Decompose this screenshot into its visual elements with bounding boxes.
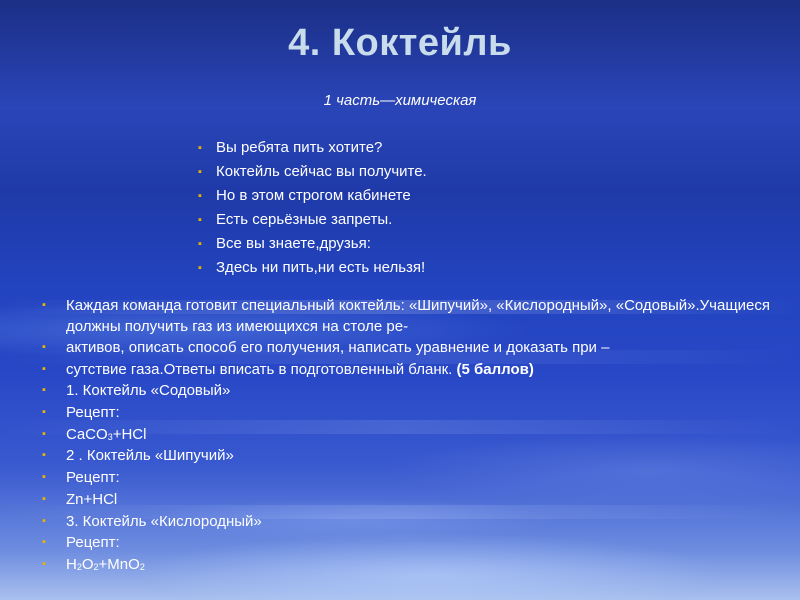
list-item: ▪ Каждая команда готовит специальный коктейль: «Шипучий», «Кислородный», «Содовый».Учащиеся должны получить газ из имеющихся на столе ре- [42, 297, 771, 335]
list-item: ▪ Zn+HCl [42, 490, 118, 508]
list-item: ▪ активов, описать способ его получения, написать уравнение и доказать при – [42, 339, 610, 356]
slide-title: 4. Коктейль [288, 22, 512, 64]
bullet-icon: ▪ [42, 557, 46, 570]
list-item: ▪ 3. Коктейль «Кислородный» [42, 512, 262, 530]
bullet-icon: ▪ [42, 341, 46, 353]
list-item: ▪ Рецепт: [42, 469, 120, 487]
bullet-icon: ▪ [42, 514, 46, 527]
list-item: ▪ 1. Коктейль «Содовый» [42, 382, 231, 400]
bullet-icon: ▪ [198, 262, 202, 274]
list-item: ▪ Рецепт: [42, 534, 120, 552]
bullet-icon: ▪ [198, 238, 202, 250]
bullet-icon: ▪ [198, 166, 202, 178]
bullet-icon: ▪ [42, 449, 46, 462]
poem-line: ▪ Коктейль сейчас вы получите. [198, 160, 427, 184]
bullet-icon: ▪ [42, 427, 46, 440]
bullet-icon: ▪ [42, 536, 46, 549]
poem-line: ▪ Есть серьёзные запреты. [198, 208, 427, 232]
slide-subtitle: 1 часть—химическая [323, 92, 477, 109]
bullet-icon: ▪ [198, 214, 202, 226]
poem-line: ▪ Все вы знаете,друзья: [198, 232, 427, 256]
list-item: ▪ 2 . Коктейль «Шипучий» [42, 447, 234, 465]
bullet-icon: ▪ [42, 471, 46, 484]
list-item: ▪ CaCO$_3$+HCl [42, 425, 147, 443]
bullet-icon: ▪ [198, 190, 202, 202]
bullet-icon: ▪ [42, 492, 46, 505]
list-item: ▪ сутствие газа.Ответы вписать в подготовленный бланк. (5 баллов) [42, 360, 534, 378]
bullet-icon: ▪ [42, 384, 46, 397]
poem-line: ▪ Здесь ни пить,ни есть нельзя! [198, 256, 427, 280]
poem-line: ▪ Вы ребята пить хотите? [198, 136, 427, 160]
bullet-icon: ▪ [42, 299, 46, 311]
bullet-icon: ▪ [42, 406, 46, 419]
bullet-icon: ▪ [42, 362, 46, 375]
list-item: ▪ Рецепт: [42, 404, 120, 422]
list-item: ▪ $H_2O_2+MnO_2$ [42, 555, 145, 573]
task-list [40, 295, 780, 576]
bullet-icon: ▪ [198, 142, 202, 154]
poem-line: ▪ Но в этом строгом кабинете [198, 184, 427, 208]
poem-list [198, 136, 427, 280]
